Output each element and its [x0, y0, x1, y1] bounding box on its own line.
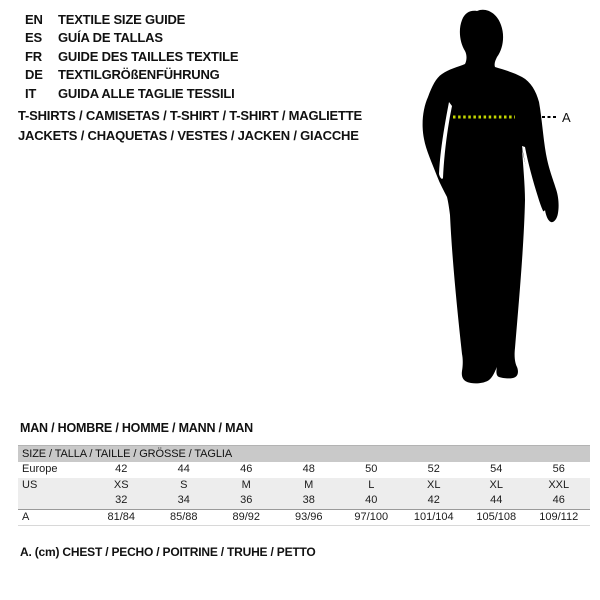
size-cell: XL: [427, 478, 441, 491]
size-cell: L: [368, 478, 375, 491]
language-label: TEXTILGRÖßENFÜHRUNG: [58, 67, 220, 83]
language-row-fr: [25, 47, 238, 66]
category-line-tshirts: T-SHIRTS / CAMISETAS / T-SHIRT / T-SHIRT / MAGLIETTE: [18, 108, 362, 123]
size-cell: 32: [115, 494, 128, 506]
table-row-chest-a: [18, 509, 590, 526]
language-code: DE: [25, 67, 43, 83]
size-cell: 46: [240, 463, 253, 475]
size-cell: XL: [489, 478, 503, 491]
size-cell: 105/108: [476, 510, 517, 523]
chest-footnote: A. (cm) CHEST / PECHO / POITRINE / TRUHE / PETTO: [20, 545, 316, 559]
size-cell: 56: [552, 463, 565, 475]
row-label: [18, 493, 90, 509]
size-cell: 48: [302, 463, 315, 475]
language-list: [25, 10, 238, 103]
size-cell: 81/84: [107, 510, 136, 523]
size-cell: 52: [427, 463, 440, 475]
size-table: [18, 445, 590, 526]
size-cell: XS: [113, 478, 129, 491]
language-row-es: [25, 29, 238, 48]
size-cell: 97/100: [354, 510, 389, 523]
size-cell: 101/104: [413, 510, 454, 523]
size-cell: 54: [490, 463, 503, 475]
size-cell: 109/112: [539, 510, 579, 523]
language-code: IT: [25, 85, 37, 101]
language-label: GUIDE DES TAILLES TEXTILE: [58, 48, 239, 64]
table-row-us: [18, 478, 590, 494]
table-row-numeric: [18, 493, 590, 509]
size-cell: 42: [427, 494, 440, 506]
size-cell: 85/88: [169, 510, 198, 523]
language-code: FR: [25, 48, 42, 64]
size-cell: 40: [365, 494, 378, 506]
size-cell: 93/96: [294, 510, 323, 523]
language-label: GUÍA DE TALLAS: [58, 30, 163, 46]
table-row-europe: [18, 462, 590, 478]
size-cell: 89/92: [232, 510, 261, 523]
size-cell: M: [304, 478, 314, 491]
language-row-en: [25, 10, 238, 29]
size-cell: 46: [552, 494, 565, 506]
measure-label-a: A: [562, 110, 571, 125]
language-label: TEXTILE SIZE GUIDE: [58, 11, 186, 27]
category-line-jackets: JACKETS / CHAQUETAS / VESTES / JACKEN / GIACCHE: [18, 127, 359, 143]
row-label: US: [22, 478, 38, 491]
language-row-it: [25, 84, 238, 103]
size-cell: S: [180, 478, 188, 491]
size-cell: 44: [490, 494, 503, 506]
man-silhouette-body: [423, 10, 559, 384]
language-code: ES: [25, 30, 42, 46]
size-cell: 50: [365, 463, 378, 475]
row-label: Europe: [22, 463, 58, 475]
garment-categories: [18, 106, 362, 145]
man-silhouette-svg: [405, 0, 600, 400]
size-cell: 34: [177, 494, 190, 506]
size-cell: M: [241, 478, 251, 491]
man-silhouette-figure: [405, 0, 600, 400]
language-code: EN: [25, 11, 43, 27]
size-cell: 42: [115, 463, 128, 475]
language-label: GUIDA ALLE TAGLIE TESSILI: [58, 85, 235, 101]
size-cell: 44: [177, 463, 190, 475]
size-cell: 38: [302, 494, 315, 506]
size-table-header: SIZE / TALLA / TAILLE / GRÖSSE / TAGLIA: [18, 446, 590, 462]
section-title-man: MAN / HOMBRE / HOMME / MANN / MAN: [20, 421, 253, 435]
size-cell: 36: [240, 494, 253, 506]
language-row-de: [25, 66, 238, 85]
row-label: A: [22, 510, 30, 523]
size-cell: XXL: [548, 478, 570, 491]
